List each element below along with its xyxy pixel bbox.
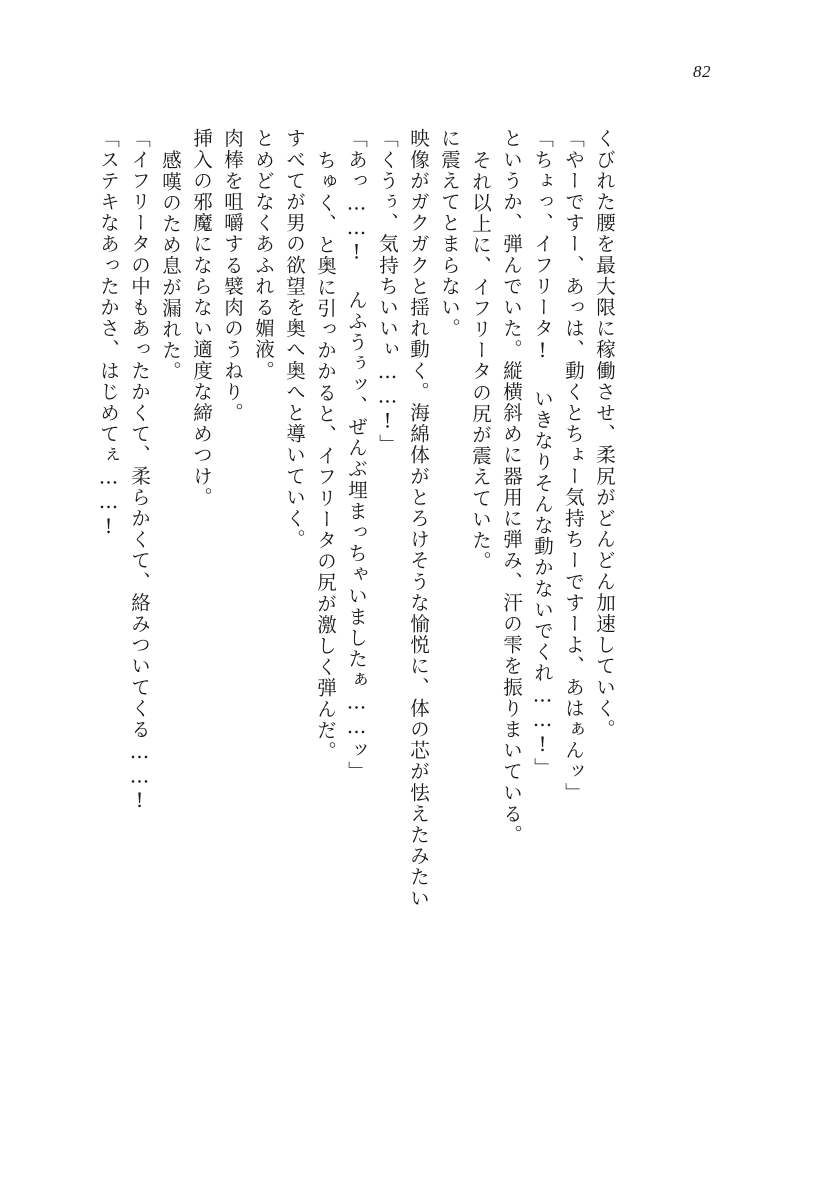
text-column: 映像がガクガクと揺れ動く。海綿体がとろけそうな愉悦に、体の芯が怯えたみたい <box>407 128 430 909</box>
text-column: に震えてとまらない。 <box>438 128 461 339</box>
text-column: 肉棒を咀嚼する襞肉のうねり。 <box>221 128 244 424</box>
text-column: 「やーですー、あっは、動くとちょー気持ちーですーよ、あはぁんッ」 <box>562 128 585 804</box>
page-number: 82 <box>693 62 711 81</box>
text-column: 感嘆のため息が漏れた。 <box>159 150 182 383</box>
vertical-text-block <box>87 128 737 1078</box>
text-column: 「イフリータの中もあったかくて、柔らかくて、絡みついてくる……! <box>128 128 151 814</box>
text-column: すべてが男の欲望を奥へ奥へと導いていく。 <box>283 128 306 550</box>
text-column: 「ちょっ、イフリータ! いきなりそんな動かないでくれ……!」 <box>531 128 554 779</box>
text-column: 挿入の邪魔にならない適度な締めつけ。 <box>190 128 213 508</box>
text-column: というか、弾んでいた。縦横斜めに器用に弾み、汗の雫を振りまいている。 <box>500 128 523 846</box>
text-column: 「くうぅ、気持ちいいぃ……!」 <box>376 128 399 455</box>
text-column: くびれた腰を最大限に稼働させ、柔尻がどんどん加速していく。 <box>593 128 616 740</box>
text-column: とめどなくあふれる媚液。 <box>252 128 275 382</box>
text-column: それ以上に、イフリータの尻が震えていた。 <box>469 150 492 572</box>
text-column: 「あっ……! んふうぅッ、ぜんぶ埋まっちゃいましたぁ……ッ」 <box>345 128 368 782</box>
text-column: 「ステキなあったかさ、はじめてぇ……! <box>97 128 120 540</box>
text-column: ちゅく、と奥に引っかかると、イフリータの尻が激しく弾んだ。 <box>314 150 337 762</box>
